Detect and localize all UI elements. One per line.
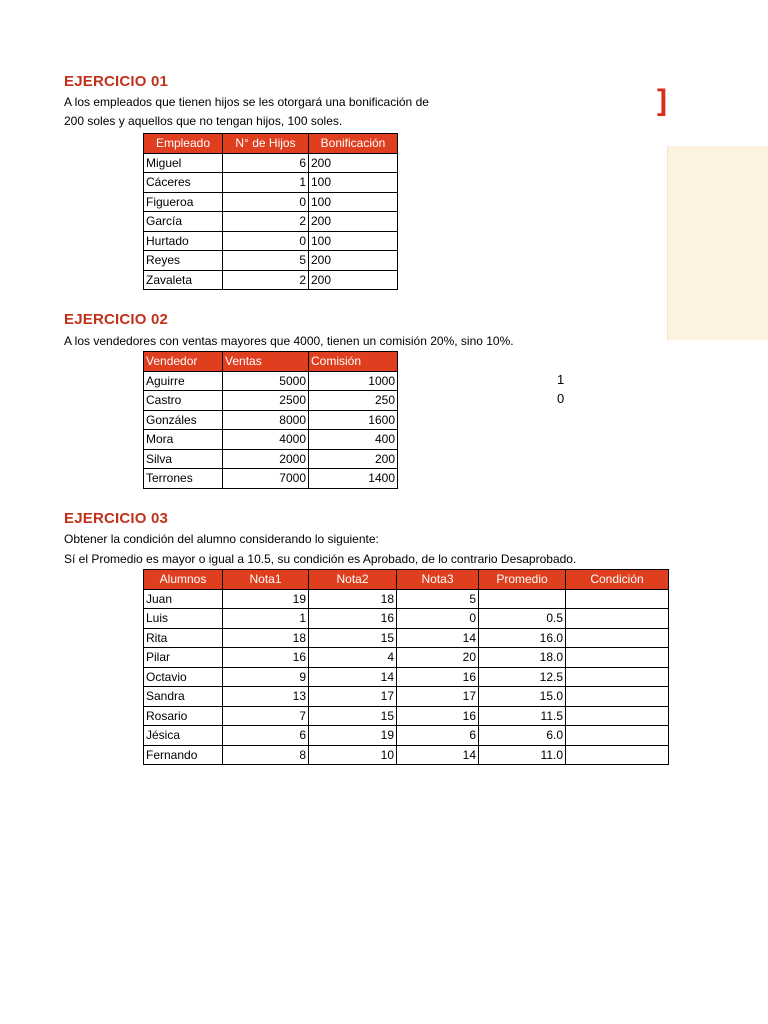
table-row	[144, 153, 398, 173]
student-name: Jésica	[144, 726, 223, 746]
sales-value: 4000	[223, 430, 309, 450]
bonus-value: 200	[309, 153, 398, 173]
column-header: Condición	[566, 570, 669, 590]
average: 18.0	[479, 648, 566, 668]
children-count: 2	[223, 270, 309, 290]
grade-3: 14	[397, 745, 479, 765]
column-header: Vendedor	[144, 352, 223, 372]
exercise-2-line-1: A los vendedores con ventas mayores que 4000, tienen un comisión 20%, sino 10%.	[64, 334, 514, 348]
student-name: Juan	[144, 589, 223, 609]
table-row	[144, 410, 398, 430]
table-row	[144, 589, 669, 609]
seller-name: Aguirre	[144, 371, 223, 391]
commission-value: 200	[309, 449, 398, 469]
employee-name: Cáceres	[144, 173, 223, 193]
table-row	[144, 251, 398, 271]
side-value: 0	[557, 391, 565, 406]
average: 0.5	[479, 609, 566, 629]
grade-3: 14	[397, 628, 479, 648]
column-header: Alumnos	[144, 570, 223, 590]
condition	[566, 648, 669, 668]
employee-name: Reyes	[144, 251, 223, 271]
average	[479, 589, 566, 609]
student-name: Sandra	[144, 687, 223, 707]
grade-3: 5	[397, 589, 479, 609]
seller-name: Mora	[144, 430, 223, 450]
sales-value: 5000	[223, 371, 309, 391]
table-row	[144, 270, 398, 290]
grade-1: 13	[223, 687, 309, 707]
table-row	[144, 371, 398, 391]
student-name: Pilar	[144, 648, 223, 668]
condition	[566, 745, 669, 765]
table-header-row	[144, 352, 398, 372]
bonus-value: 100	[309, 192, 398, 212]
exercise-3-table	[143, 569, 669, 765]
grade-1: 8	[223, 745, 309, 765]
exercise-1-table	[143, 133, 398, 290]
condition	[566, 609, 669, 629]
exercise-2-title: EJERCICIO 02	[64, 311, 169, 328]
employee-name: Miguel	[144, 153, 223, 173]
children-count: 5	[223, 251, 309, 271]
table-row	[144, 391, 398, 411]
children-count: 6	[223, 153, 309, 173]
grade-2: 16	[309, 609, 397, 629]
commission-value: 1600	[309, 410, 398, 430]
table-header-row	[144, 570, 669, 590]
grade-3: 17	[397, 687, 479, 707]
grade-1: 7	[223, 706, 309, 726]
sales-value: 7000	[223, 469, 309, 489]
grade-2: 15	[309, 706, 397, 726]
column-header: Nota1	[223, 570, 309, 590]
grade-3: 16	[397, 667, 479, 687]
children-count: 0	[223, 231, 309, 251]
table-row	[144, 745, 669, 765]
bonus-value: 100	[309, 231, 398, 251]
grade-1: 6	[223, 726, 309, 746]
grade-2: 15	[309, 628, 397, 648]
condition	[566, 667, 669, 687]
table-row	[144, 706, 669, 726]
column-header: Empleado	[144, 134, 223, 154]
column-header: Nota3	[397, 570, 479, 590]
children-count: 2	[223, 212, 309, 232]
side-panel	[667, 146, 768, 340]
average: 11.5	[479, 706, 566, 726]
column-header: Ventas	[223, 352, 309, 372]
table-row	[144, 687, 669, 707]
exercise-3-line-2: Sí el Promedio es mayor o igual a 10.5, su condición es Aprobado, de lo contrario Desaprobado.	[64, 552, 577, 566]
condition	[566, 628, 669, 648]
grade-2: 10	[309, 745, 397, 765]
grade-1: 16	[223, 648, 309, 668]
employee-name: Figueroa	[144, 192, 223, 212]
condition	[566, 687, 669, 707]
grade-1: 9	[223, 667, 309, 687]
exercise-3-title: EJERCICIO 03	[64, 510, 169, 527]
column-header: Comisión	[309, 352, 398, 372]
commission-value: 400	[309, 430, 398, 450]
employee-name: Hurtado	[144, 231, 223, 251]
student-name: Luis	[144, 609, 223, 629]
grade-3: 16	[397, 706, 479, 726]
exercise-1-title: EJERCICIO 01	[64, 73, 169, 90]
sales-value: 8000	[223, 410, 309, 430]
grade-2: 17	[309, 687, 397, 707]
table-row	[144, 667, 669, 687]
average: 15.0	[479, 687, 566, 707]
bonus-value: 200	[309, 270, 398, 290]
commission-value: 1000	[309, 371, 398, 391]
grade-3: 0	[397, 609, 479, 629]
condition	[566, 706, 669, 726]
grade-2: 4	[309, 648, 397, 668]
children-count: 1	[223, 173, 309, 193]
seller-name: Silva	[144, 449, 223, 469]
grade-2: 14	[309, 667, 397, 687]
children-count: 0	[223, 192, 309, 212]
table-row	[144, 628, 669, 648]
grade-1: 19	[223, 589, 309, 609]
seller-name: Castro	[144, 391, 223, 411]
average: 11.0	[479, 745, 566, 765]
commission-value: 250	[309, 391, 398, 411]
commission-value: 1400	[309, 469, 398, 489]
bonus-value: 100	[309, 173, 398, 193]
exercise-3-line-1: Obtener la condición del alumno considerando lo siguiente:	[64, 532, 379, 546]
table-row	[144, 212, 398, 232]
bonus-value: 200	[309, 212, 398, 232]
grade-2: 19	[309, 726, 397, 746]
average: 6.0	[479, 726, 566, 746]
grade-3: 20	[397, 648, 479, 668]
column-header: N° de Hijos	[223, 134, 309, 154]
employee-name: Zavaleta	[144, 270, 223, 290]
grade-1: 18	[223, 628, 309, 648]
table-row	[144, 449, 398, 469]
exercise-1-line-2: 200 soles y aquellos que no tengan hijos, 100 soles.	[64, 114, 343, 128]
condition	[566, 726, 669, 746]
red-bracket: ]	[657, 84, 667, 117]
side-value: 1	[557, 372, 565, 387]
average: 16.0	[479, 628, 566, 648]
table-row	[144, 469, 398, 489]
grade-2: 18	[309, 589, 397, 609]
student-name: Fernando	[144, 745, 223, 765]
column-header: Nota2	[309, 570, 397, 590]
sales-value: 2500	[223, 391, 309, 411]
average: 12.5	[479, 667, 566, 687]
table-row	[144, 609, 669, 629]
seller-name: Terrones	[144, 469, 223, 489]
table-header-row	[144, 134, 398, 154]
student-name: Rosario	[144, 706, 223, 726]
column-header: Bonificación	[309, 134, 398, 154]
table-row	[144, 430, 398, 450]
student-name: Octavio	[144, 667, 223, 687]
grade-1: 1	[223, 609, 309, 629]
table-row	[144, 726, 669, 746]
table-row	[144, 192, 398, 212]
exercise-2-table	[143, 351, 398, 489]
table-row	[144, 648, 669, 668]
table-row	[144, 231, 398, 251]
employee-name: García	[144, 212, 223, 232]
condition	[566, 589, 669, 609]
exercise-1-line-1: A los empleados que tienen hijos se les otorgará una bonificación de	[64, 95, 429, 109]
bonus-value: 200	[309, 251, 398, 271]
seller-name: Gonzáles	[144, 410, 223, 430]
student-name: Rita	[144, 628, 223, 648]
sales-value: 2000	[223, 449, 309, 469]
grade-3: 6	[397, 726, 479, 746]
table-row	[144, 173, 398, 193]
column-header: Promedio	[479, 570, 566, 590]
